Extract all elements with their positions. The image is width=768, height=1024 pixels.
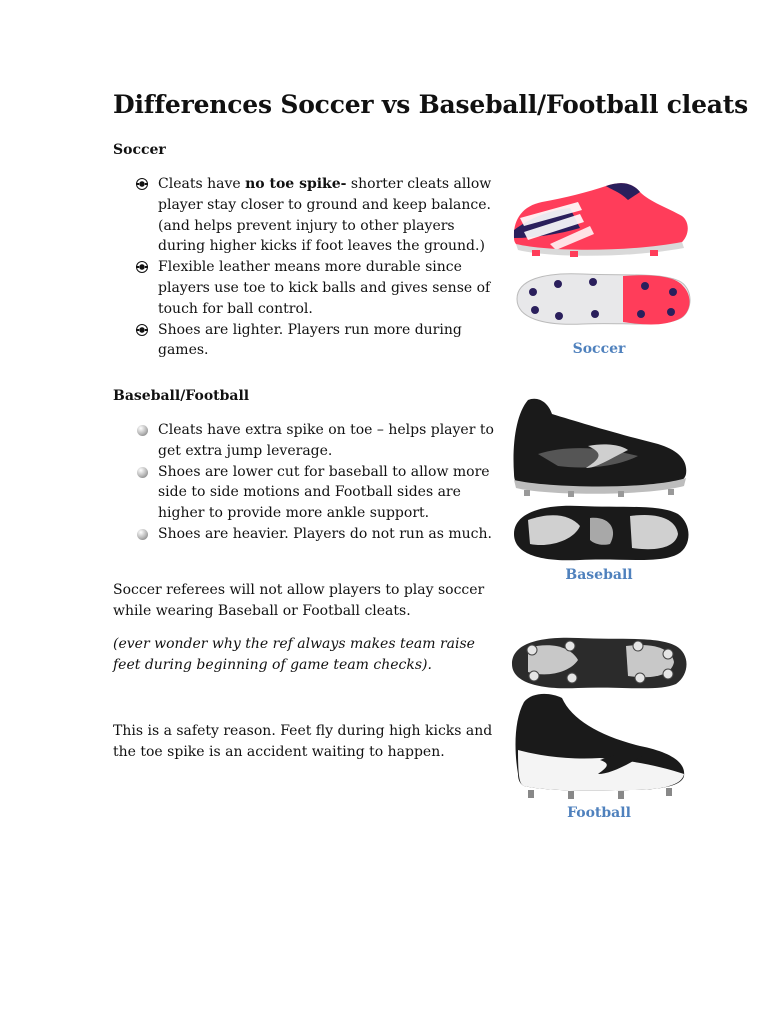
page-title: Differences Soccer vs Baseball/Football cleats bbox=[113, 90, 749, 119]
bullet-text-post: shorter cleats allow player stay closer to ground and keep balance. (and helps prevent injury to other players during higher kicks if foot leaves the ground.) bbox=[158, 176, 492, 255]
list-item bbox=[135, 320, 495, 362]
list-item bbox=[135, 462, 495, 524]
safety-paragraph: This is a safety reason. Feet fly during high kicks and the toe spike is an accident waiting to happen. bbox=[113, 723, 493, 760]
baseball-football-heading: Baseball/Football bbox=[113, 388, 250, 404]
soccer-heading: Soccer bbox=[113, 142, 166, 158]
bullet-text-bold: no toe spike- bbox=[245, 176, 347, 192]
bullet-text: Shoes are heavier. Players do not run as much. bbox=[158, 525, 492, 542]
football-cleat-side-image bbox=[510, 690, 688, 800]
soccer-ball-icon bbox=[136, 261, 148, 273]
baseball-football-bullet-list bbox=[135, 420, 495, 545]
soccer-bullet-list bbox=[135, 174, 495, 361]
list-item bbox=[135, 420, 495, 462]
baseball-cleat-side-image bbox=[508, 394, 690, 498]
bullet-icon bbox=[137, 529, 148, 540]
referees-paragraph: Soccer referees will not allow players to play soccer while wearing Baseball or Football cleats. bbox=[113, 582, 485, 619]
soccer-cleat-sole-image bbox=[513, 266, 691, 332]
soccer-cleat-side-image bbox=[510, 178, 690, 258]
bullet-text: Shoes are lighter. Players run more during games. bbox=[158, 321, 462, 359]
bullet-text: Shoes are lower cut for baseball to allow more side to side motions and Football sides are higher to provide more ankle support. bbox=[158, 463, 490, 522]
bullet-icon bbox=[137, 425, 148, 436]
italic-note: (ever wonder why the ref always makes team raise feet during beginning of game team checks). bbox=[113, 636, 475, 673]
soccer-ball-icon bbox=[136, 324, 148, 336]
baseball-caption: Baseball bbox=[565, 567, 633, 583]
football-caption: Football bbox=[567, 805, 631, 821]
baseball-cleat-sole-image bbox=[510, 500, 690, 566]
list-item bbox=[135, 257, 495, 319]
list-item bbox=[135, 174, 495, 257]
bullet-text: Flexible leather means more durable since players use toe to kick balls and gives sense of touch for ball control. bbox=[158, 259, 491, 317]
soccer-ball-icon bbox=[136, 178, 148, 190]
bullet-text: Cleats have extra spike on toe – helps player to get extra jump leverage. bbox=[158, 422, 494, 459]
bullet-icon bbox=[137, 467, 148, 478]
football-cleat-sole-image bbox=[508, 632, 690, 694]
soccer-caption: Soccer bbox=[572, 341, 626, 357]
list-item bbox=[135, 524, 495, 545]
bullet-text-pre: Cleats have bbox=[158, 176, 246, 192]
